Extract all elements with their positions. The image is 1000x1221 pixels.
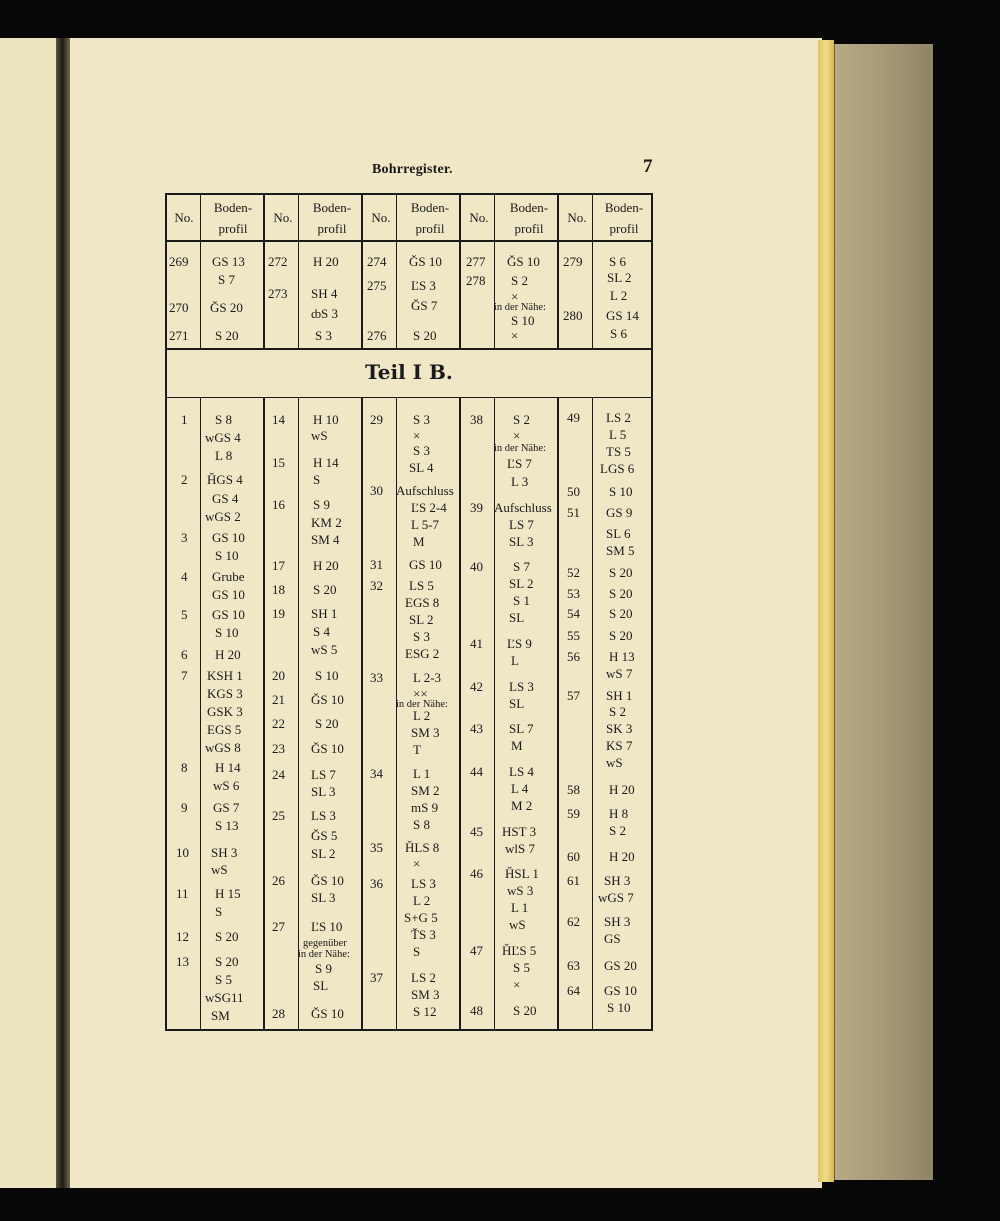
table-cell: L 4: [511, 781, 529, 796]
table-cell: SL: [509, 610, 525, 625]
table-cell: wSG11: [205, 990, 244, 1005]
table-cell: SM 3: [411, 725, 440, 740]
table-cell: 15: [272, 455, 285, 470]
table-cell: 3: [181, 530, 188, 545]
table-cell: ×: [513, 428, 521, 443]
table-cell: L 3: [511, 474, 529, 489]
table-cell: H 14: [215, 760, 241, 775]
table-cell: 1: [181, 412, 188, 427]
table-cell: 20: [272, 668, 285, 683]
header-profil-5: Boden- profil: [604, 200, 644, 236]
table-cell: SL 3: [311, 890, 336, 905]
table-cell: in der Nähe:: [298, 949, 350, 960]
table-cell: HST 3: [502, 824, 537, 839]
table-cell: SH 3: [604, 914, 631, 929]
table-cell: 275: [367, 278, 387, 293]
table-cell: wS 7: [606, 666, 633, 681]
table-cell: 52: [567, 565, 580, 580]
table-cell: H 20: [609, 782, 635, 797]
table-cell: ×: [511, 289, 519, 304]
table-cell: S+G 5: [404, 910, 438, 925]
table-cell: 40: [470, 559, 483, 574]
table-cell: ESG 2: [405, 646, 440, 661]
table-cell: S 20: [609, 565, 633, 580]
table-cell: wS: [211, 862, 228, 877]
table-cell: 21: [272, 692, 285, 707]
table-cell: L 2: [413, 893, 431, 908]
table-cell: ×: [413, 428, 421, 443]
table-cell: S 3: [413, 412, 430, 427]
table-cell: ĽS 7: [507, 456, 532, 471]
table-cell: S 12: [413, 1004, 437, 1019]
table-cell: ×: [513, 977, 521, 992]
table-cell: wS: [509, 917, 526, 932]
table-cell: 27: [272, 919, 285, 934]
table-cell: ĽS 9: [507, 636, 532, 651]
table-cell: S: [313, 472, 321, 487]
table-cell: GS 7: [213, 800, 240, 815]
table-cell: H 20: [313, 254, 339, 269]
col-divider: [459, 398, 461, 1029]
col-divider: [557, 398, 559, 1029]
table-cell: SL 4: [409, 460, 434, 475]
table-cell: 10: [176, 845, 189, 860]
table-cell: ĞS 10: [311, 1006, 344, 1021]
header-no-2: No.: [273, 210, 293, 225]
left-page-edge: [0, 38, 58, 1188]
table-cell: L 2: [413, 708, 431, 723]
table-cell: 41: [470, 636, 483, 651]
table-cell: 53: [567, 586, 580, 601]
table-cell: GS 20: [604, 958, 637, 973]
table-cell: ȞLS 8: [405, 840, 440, 855]
header-profil-3: Boden- profil: [410, 200, 450, 236]
table-cell: GS 10: [604, 983, 637, 998]
table-cell: S 20: [609, 606, 633, 621]
table-cell: 13: [176, 954, 189, 969]
col-divider: [592, 398, 593, 1029]
table-cell: 37: [370, 970, 383, 985]
table-cell: S 5: [215, 972, 232, 987]
table-cell: KSH 1: [207, 668, 243, 683]
table-cell: LS 2: [606, 410, 631, 425]
table-cell: T: [413, 742, 421, 757]
header-profil-4: Boden- profil: [509, 200, 549, 236]
table-cell: SM 4: [311, 532, 340, 547]
table-cell: H 20: [313, 558, 339, 573]
table-cell: 34: [370, 766, 383, 781]
table-cell: S 9: [315, 961, 332, 976]
table-cell: S 10: [215, 548, 239, 563]
table-cell: S 9: [313, 497, 330, 512]
table-cell: LS 3: [411, 876, 436, 891]
table-cell: ȞSL 1: [505, 866, 539, 881]
table-cell: 50: [567, 484, 580, 499]
table-cell: S 8: [413, 817, 430, 832]
table-cell: Grube: [212, 569, 245, 584]
page-number: 7: [643, 156, 653, 177]
table-cell: 31: [370, 557, 383, 572]
table-cell: ĞS 10: [311, 873, 344, 888]
table-cell: GS 10: [212, 607, 245, 622]
table-cell: SH 1: [311, 606, 338, 621]
table-cell: 19: [272, 606, 285, 621]
table-cell: S 3: [315, 328, 332, 343]
table-cell: 38: [470, 412, 483, 427]
table-cell: 279: [563, 254, 583, 269]
table-cell: S 20: [215, 929, 239, 944]
table-cell: S 2: [609, 823, 626, 838]
table-cell: GS 9: [606, 505, 633, 520]
table-cell: GSK 3: [207, 704, 243, 719]
table-cell: LS 4: [509, 764, 534, 779]
table-cell: 277: [466, 254, 486, 269]
table-cell: M: [511, 738, 523, 753]
table-cell: L 2-3: [413, 670, 442, 685]
section-bottom-rule: [167, 397, 651, 398]
table-cell: ĞS 20: [210, 300, 243, 315]
table-cell: 64: [567, 983, 580, 998]
table-cell: 30: [370, 483, 383, 498]
col-divider: [263, 398, 265, 1029]
table-cell: in der Nähe:: [494, 443, 546, 454]
table-cell: wS: [606, 755, 623, 770]
col-divider: [200, 195, 201, 348]
table-cell: S: [215, 904, 223, 919]
table-cell: 28: [272, 1006, 285, 1021]
table-cell: ×: [511, 328, 519, 343]
table-cell: 61: [567, 873, 580, 888]
table-cell: SH 3: [604, 873, 631, 888]
book-gutter: [56, 38, 70, 1188]
table-cell: S 2: [513, 412, 530, 427]
table-cell: ĽS 10: [311, 919, 343, 934]
table-cell: 24: [272, 767, 285, 782]
header-no-5: No.: [567, 210, 587, 225]
table-cell: L 5: [609, 427, 627, 442]
table-cell: GS 10: [212, 587, 245, 602]
table-cell: wS 3: [507, 883, 534, 898]
table-cell: 57: [567, 688, 580, 703]
table-cell: S 20: [215, 954, 239, 969]
table-cell: wS 6: [213, 778, 240, 793]
table-cell: GS 13: [212, 254, 245, 269]
table-cell: LS 2: [411, 970, 436, 985]
table-cell: SL 3: [311, 784, 336, 799]
table-cell: wGS 4: [205, 430, 241, 445]
table-cell: 272: [268, 254, 288, 269]
table-cell: H 8: [609, 806, 629, 821]
table-cell: EGS 5: [207, 722, 242, 737]
table-cell: 5: [181, 607, 188, 622]
table-cell: gegenüber: [303, 938, 347, 949]
table-cell: 6: [181, 647, 188, 662]
table-cell: 42: [470, 679, 483, 694]
col-divider: [361, 398, 363, 1029]
table-cell: S 5: [513, 960, 530, 975]
table-cell: M 2: [511, 798, 533, 813]
table-cell: 271: [169, 328, 189, 343]
table-cell: SH 3: [211, 845, 238, 860]
table-cell: in der Nähe:: [396, 699, 448, 710]
table-cell: S 6: [610, 326, 627, 341]
table-cell: 274: [367, 254, 387, 269]
col-divider: [298, 398, 299, 1029]
table-cell: S 3: [413, 629, 430, 644]
table-cell: 39: [470, 500, 483, 515]
table-cell: H 20: [215, 647, 241, 662]
table-cell: 17: [272, 558, 285, 573]
table-cell: Aufschluss: [396, 483, 454, 498]
col-divider: [494, 195, 495, 348]
table-cell: 33: [370, 670, 383, 685]
header-no-3: No.: [371, 210, 391, 225]
table-cell: L: [511, 653, 519, 668]
table-cell: L 5-7: [411, 517, 440, 532]
table-cell: 4: [181, 569, 188, 584]
table-cell: 278: [466, 273, 486, 288]
col-divider: [396, 195, 397, 348]
table-cell: L 2: [610, 288, 628, 303]
table-cell: GS: [604, 931, 621, 946]
table-cell: S 13: [215, 818, 239, 833]
table-cell: S 3: [413, 443, 430, 458]
table-cell: ××: [413, 686, 428, 701]
table-cell: 16: [272, 497, 285, 512]
col-divider: [361, 195, 363, 348]
table-cell: 25: [272, 808, 285, 823]
table-cell: SL: [509, 696, 525, 711]
table-cell: ĞS 5: [311, 828, 338, 843]
table-cell: 56: [567, 649, 580, 664]
col-divider: [200, 398, 201, 1029]
table-cell: S 20: [215, 328, 239, 343]
table-cell: 12: [176, 929, 189, 944]
table-cell: 47: [470, 943, 483, 958]
table-cell: M: [413, 534, 425, 549]
table-cell: ĽS 3: [411, 278, 436, 293]
table-cell: S 20: [313, 582, 337, 597]
table-cell: ĞS 10: [409, 254, 442, 269]
table-cell: SM 5: [606, 543, 635, 558]
section-top-rule: [167, 348, 651, 350]
table-cell: SL 2: [607, 270, 632, 285]
table-cell: ŤS 3: [411, 927, 436, 942]
table-cell: GS 4: [212, 491, 239, 506]
table-cell: 36: [370, 876, 383, 891]
table-cell: SM 2: [411, 783, 440, 798]
col-divider: [557, 195, 559, 348]
table-cell: 44: [470, 764, 483, 779]
col-divider: [494, 398, 495, 1029]
table-cell: S 2: [511, 273, 528, 288]
header-no-1: No.: [174, 210, 194, 225]
table-cell: mS 9: [411, 800, 439, 815]
table-cell: 22: [272, 716, 285, 731]
table-cell: S 10: [607, 1000, 631, 1015]
book-block-edge: [834, 44, 933, 1180]
table-cell: 2: [181, 472, 188, 487]
table-cell: S 10: [315, 668, 339, 683]
table-cell: SL 2: [409, 612, 434, 627]
table-cell: L 1: [511, 900, 529, 915]
table-cell: SH 1: [606, 688, 633, 703]
table-cell: ×: [413, 856, 421, 871]
table-cell: SL: [313, 978, 329, 993]
table-cell: H 10: [313, 412, 339, 427]
table-cell: S 7: [513, 559, 530, 574]
table-cell: SM: [211, 1008, 230, 1023]
table-cell: H 13: [609, 649, 635, 664]
table-cell: H 15: [215, 886, 241, 901]
table-cell: SM 3: [411, 987, 440, 1002]
table-cell: KM 2: [311, 515, 342, 530]
table-cell: S 20: [609, 628, 633, 643]
col-divider: [592, 195, 593, 348]
table-cell: ȞGS 4: [207, 472, 243, 487]
table-cell: H 14: [313, 455, 339, 470]
section-title: Teil I B.: [365, 360, 453, 384]
table-cell: KGS 3: [207, 686, 243, 701]
table-cell: 7: [181, 668, 188, 683]
table-cell: GS 10: [409, 557, 442, 572]
table-cell: LS 3: [509, 679, 534, 694]
table-cell: 49: [567, 410, 580, 425]
table-cell: ĞS 10: [311, 692, 344, 707]
table-cell: LS 7: [311, 767, 336, 782]
table-cell: SL 7: [509, 721, 534, 736]
table-cell: ȸS 3: [311, 306, 339, 321]
table-cell: SL 2: [311, 846, 336, 861]
table-cell: 62: [567, 914, 580, 929]
table-cell: 58: [567, 782, 580, 797]
table-cell: ĞS 10: [311, 741, 344, 756]
table-cell: 45: [470, 824, 483, 839]
table-cell: ĞS 10: [507, 254, 540, 269]
table-cell: 63: [567, 958, 580, 973]
table-cell: S 6: [609, 254, 626, 269]
table-cell: 273: [268, 286, 288, 301]
table-cell: ȞĽS 5: [502, 943, 537, 958]
table-cell: 60: [567, 849, 580, 864]
table-cell: H 20: [609, 849, 635, 864]
table-cell: S 10: [215, 625, 239, 640]
table-cell: SL 3: [509, 534, 534, 549]
table-cell: wS 5: [311, 642, 338, 657]
header-rule: [167, 240, 651, 242]
table-cell: 29: [370, 412, 383, 427]
header-profil-2: Boden- profil: [312, 200, 352, 236]
table-cell: 35: [370, 840, 383, 855]
table-cell: 23: [272, 741, 285, 756]
table-cell: S 10: [609, 484, 633, 499]
table-cell: 280: [563, 308, 583, 323]
table-cell: 18: [272, 582, 285, 597]
table-cell: wGS 2: [205, 509, 241, 524]
table-cell: 276: [367, 328, 387, 343]
table-cell: S 1: [513, 593, 530, 608]
table-cell: LS 5: [409, 578, 434, 593]
table-cell: 8: [181, 760, 188, 775]
table-cell: 54: [567, 606, 580, 621]
table-cell: S 20: [315, 716, 339, 731]
table-cell: LS 7: [509, 517, 534, 532]
table-cell: 46: [470, 866, 483, 881]
table-cell: S 10: [511, 313, 535, 328]
table-cell: 32: [370, 578, 383, 593]
page-edge-gilt: [818, 40, 834, 1182]
table-cell: LS 3: [311, 808, 336, 823]
table-cell: 9: [181, 800, 188, 815]
table-cell: in der Nähe:: [494, 302, 546, 313]
table-cell: S 7: [218, 272, 235, 287]
table-cell: 48: [470, 1003, 483, 1018]
running-header: Bohrregister.: [372, 162, 453, 177]
table-cell: SH 4: [311, 286, 338, 301]
table-cell: S 20: [609, 586, 633, 601]
table-cell: 11: [176, 886, 189, 901]
table-cell: GS 14: [606, 308, 639, 323]
table-cell: LGS 6: [600, 461, 635, 476]
table-cell: wGS 8: [205, 740, 241, 755]
table-cell: 26: [272, 873, 285, 888]
table-cell: 55: [567, 628, 580, 643]
table-cell: S 20: [413, 328, 437, 343]
table-cell: L 1: [413, 766, 431, 781]
table-cell: wS: [311, 428, 328, 443]
table-cell: EGS 8: [405, 595, 440, 610]
col-divider: [263, 195, 265, 348]
table-cell: 43: [470, 721, 483, 736]
table-cell: S 2: [609, 704, 626, 719]
table-cell: ĞS 7: [411, 298, 438, 313]
table-cell: S 20: [513, 1003, 537, 1018]
table-cell: S 8: [215, 412, 232, 427]
table-cell: S: [413, 944, 421, 959]
table-cell: ĽS 2-4: [411, 500, 447, 515]
table-cell: 59: [567, 806, 580, 821]
table-cell: SL 2: [509, 576, 534, 591]
table-cell: GS 10: [212, 530, 245, 545]
table-cell: wGS 7: [598, 890, 634, 905]
table-cell: TS 5: [606, 444, 631, 459]
table-cell: 51: [567, 505, 580, 520]
table-cell: 270: [169, 300, 189, 315]
table-cell: S 4: [313, 624, 330, 639]
table-cell: Aufschluss: [494, 500, 552, 515]
table-cell: KS 7: [606, 738, 633, 753]
table-cell: 14: [272, 412, 285, 427]
col-divider: [298, 195, 299, 348]
table-cell: 269: [169, 254, 189, 269]
header-profil-1: Boden- profil: [213, 200, 253, 236]
col-divider: [459, 195, 461, 348]
table-cell: SL 6: [606, 526, 631, 541]
table-cell: SK 3: [606, 721, 633, 736]
table-cell: L 8: [215, 448, 233, 463]
header-no-4: No.: [469, 210, 489, 225]
table-cell: wlS 7: [505, 841, 535, 856]
